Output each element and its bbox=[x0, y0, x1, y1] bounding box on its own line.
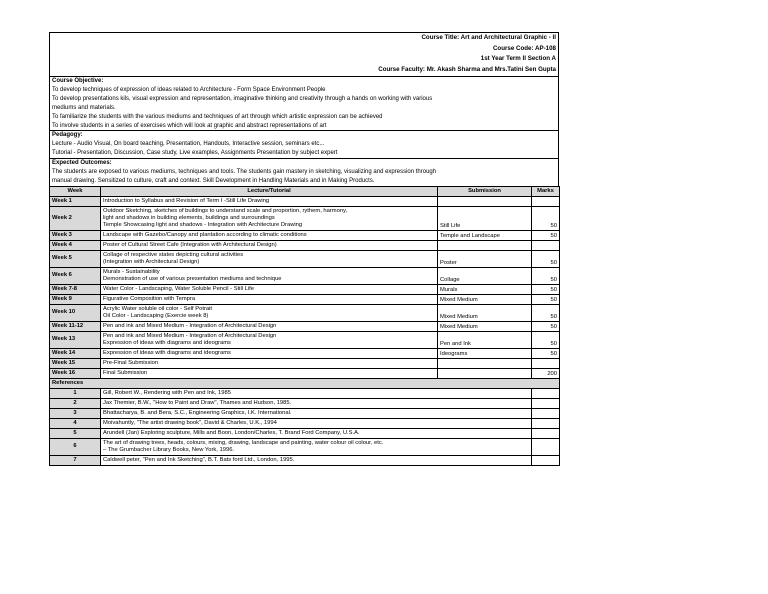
lecture-cell bbox=[101, 284, 438, 294]
reference-blank bbox=[532, 398, 560, 408]
submission-cell bbox=[438, 368, 532, 378]
week-cell: Week 11-12 bbox=[50, 321, 101, 331]
pedagogy-section bbox=[49, 130, 559, 158]
reference-line: Caldwell peter, "Pen and Ink Sketching", B.T. Bats ford Ltd., London, 1995. bbox=[103, 456, 295, 463]
lecture-line: Murals - Sustainability bbox=[103, 268, 160, 275]
submission-cell: Pen and Ink bbox=[438, 331, 532, 348]
reference-line: Arundell (Jan) Exploring sculpture, Mills and Boon, London/Charles, T. Brand Ford Company, U.S.A. bbox=[103, 429, 360, 436]
marks-cell bbox=[532, 240, 560, 250]
reference-row bbox=[50, 408, 560, 418]
week-cell: Week 15 bbox=[50, 358, 101, 368]
col-lecture: Lecture/Tutorial bbox=[101, 186, 438, 196]
reference-line: Bhattacharya, B. and Bera, S.C., Engineering Graphics, I.K. International. bbox=[103, 409, 292, 416]
outcomes-section bbox=[49, 158, 559, 186]
references-heading: References bbox=[50, 378, 560, 388]
objective-section bbox=[49, 76, 559, 130]
objective-line: mediums and materials. bbox=[52, 104, 116, 111]
marks-cell: 50 bbox=[532, 294, 560, 304]
submission-cell bbox=[438, 358, 532, 368]
lecture-cell bbox=[101, 294, 438, 304]
course-faculty: Course Faculty: Mr. Akash Sharma and Mrs.Tatini Sen Gupta bbox=[378, 65, 556, 73]
schedule-row bbox=[50, 250, 560, 267]
week-cell: Week 2 bbox=[50, 206, 101, 230]
week-cell: Week 13 bbox=[50, 331, 101, 348]
reference-row bbox=[50, 388, 560, 398]
reference-number: 3 bbox=[50, 408, 101, 418]
marks-cell: 50 bbox=[532, 230, 560, 240]
submission-cell: Mixed Medium bbox=[438, 321, 532, 331]
lecture-line: Landscape with Gazebo/Canopy and plantation according to climatic conditions bbox=[103, 231, 307, 238]
reference-number: 5 bbox=[50, 428, 101, 438]
lecture-line: Collage of respective states depicting cultural activities bbox=[103, 251, 244, 258]
objective-line: To familiarize the students with the various mediums and techniques of art through which artistic expression can be achieved bbox=[52, 113, 383, 120]
marks-cell: 50 bbox=[532, 206, 560, 230]
outcomes-line: The students are exposed to various mediums, techniques and tools. The students gain mastery in sketching, visualizing and expression through bbox=[52, 169, 437, 176]
schedule-row bbox=[50, 267, 560, 284]
submission-cell: Mixed Medium bbox=[438, 294, 532, 304]
reference-number: 6 bbox=[50, 438, 101, 455]
reference-blank bbox=[532, 428, 560, 438]
lecture-line: Poster of Cultural Street Cafe (Integration with Architectural Design) bbox=[103, 241, 277, 248]
pedagogy-heading: Pedagogy: bbox=[52, 132, 83, 139]
lecture-cell bbox=[101, 240, 438, 250]
lecture-line: Demonstration of use of various presentation mediums and technique bbox=[103, 275, 282, 282]
marks-cell: 50 bbox=[532, 284, 560, 294]
submission-cell bbox=[438, 240, 532, 250]
schedule-row bbox=[50, 331, 560, 348]
schedule-row bbox=[50, 284, 560, 294]
reference-line: The art of drawing trees, heads, colours, mixing, drawing, landscape and painting, water colour oil colour, etc. bbox=[103, 439, 384, 446]
reference-row bbox=[50, 428, 560, 438]
references-heading-row bbox=[50, 378, 560, 388]
reference-number: 2 bbox=[50, 398, 101, 408]
week-cell: Week 10 bbox=[50, 304, 101, 321]
reference-row bbox=[50, 455, 560, 465]
reference-blank bbox=[532, 388, 560, 398]
schedule-row bbox=[50, 206, 560, 230]
marks-cell: 50 bbox=[532, 250, 560, 267]
lecture-line: Expression of ideas with diagrams and ideograms bbox=[103, 339, 231, 346]
reference-text bbox=[101, 398, 532, 408]
reference-blank bbox=[532, 418, 560, 428]
schedule-row bbox=[50, 321, 560, 331]
reference-line: Jax Themier, B.W., "How to Paint and Draw", Thames and Hudson, 1985. bbox=[103, 399, 292, 406]
schedule-row bbox=[50, 230, 560, 240]
schedule-row bbox=[50, 358, 560, 368]
week-cell: Week 14 bbox=[50, 348, 101, 358]
reference-line: – The Grumbacher Library Books, New York, 1996. bbox=[103, 446, 235, 453]
lecture-line: Final Submission bbox=[103, 369, 148, 376]
marks-cell bbox=[532, 358, 560, 368]
reference-text bbox=[101, 438, 532, 455]
lecture-cell bbox=[101, 368, 438, 378]
col-week: Week bbox=[50, 186, 101, 196]
schedule-row bbox=[50, 240, 560, 250]
course-header bbox=[49, 32, 559, 76]
lecture-line: Expression of ideas with diagrams and ideograms bbox=[103, 349, 231, 356]
lecture-line: light and shadows in building elements, buildings and surroundings bbox=[103, 214, 275, 221]
course-term: 1st Year Term II Section A bbox=[480, 55, 556, 62]
week-cell: Week 3 bbox=[50, 230, 101, 240]
reference-number: 7 bbox=[50, 455, 101, 465]
week-cell: Week 9 bbox=[50, 294, 101, 304]
submission-cell: Mixed Medium bbox=[438, 304, 532, 321]
schedule-row bbox=[50, 294, 560, 304]
lecture-cell bbox=[101, 206, 438, 230]
marks-cell: 50 bbox=[532, 348, 560, 358]
outcomes-heading: Expected Outcomes: bbox=[52, 160, 112, 167]
lecture-line: Acrylic Water soluble oil color - Self Potrait bbox=[103, 305, 212, 312]
lecture-line: Figurative Composition with Tempra bbox=[103, 295, 196, 302]
reference-row bbox=[50, 438, 560, 455]
reference-line: Gill, Robert W., Rendering with Pen and Ink, 1985 bbox=[103, 389, 231, 396]
lecture-cell bbox=[101, 331, 438, 348]
lecture-line: (Integration with Architectural Design) bbox=[103, 258, 200, 265]
reference-number: 1 bbox=[50, 388, 101, 398]
col-marks: Marks bbox=[532, 186, 560, 196]
reference-text bbox=[101, 418, 532, 428]
course-code: Course Code: AP-108 bbox=[492, 44, 556, 52]
reference-line: Moivahuntly, "The artist drawing book", David & Charles, U.K., 1994 bbox=[103, 419, 277, 426]
week-cell: Week 6 bbox=[50, 267, 101, 284]
week-cell: Week 5 bbox=[50, 250, 101, 267]
submission-cell: Poster bbox=[438, 250, 532, 267]
lecture-cell bbox=[101, 321, 438, 331]
marks-cell: 50 bbox=[532, 304, 560, 321]
reference-row bbox=[50, 398, 560, 408]
week-cell: Week 16 bbox=[50, 368, 101, 378]
marks-cell: 50 bbox=[532, 331, 560, 348]
reference-blank bbox=[532, 408, 560, 418]
reference-number: 4 bbox=[50, 418, 101, 428]
submission-cell bbox=[438, 196, 532, 206]
marks-cell: 50 bbox=[532, 321, 560, 331]
lecture-cell bbox=[101, 267, 438, 284]
marks-cell: 50 bbox=[532, 267, 560, 284]
objective-line: To develop presentations kils, visual expression and representation, imaginative thinking and creativity through a hands on working with various bbox=[52, 95, 433, 102]
week-cell: Week 7-8 bbox=[50, 284, 101, 294]
objective-line: To involve students in a series of exercises which will look at graphic and abstract representations of art bbox=[52, 122, 327, 129]
lecture-line: Water Color - Landscaping, Water Soluble Pencil - Still Life bbox=[103, 285, 254, 292]
reference-text bbox=[101, 388, 532, 398]
reference-text bbox=[101, 408, 532, 418]
lecture-line: Pen and ink and Mixed Medium - Integration of Architectural Design bbox=[103, 322, 277, 329]
lecture-cell bbox=[101, 196, 438, 206]
lecture-line: Pre-Final Submission bbox=[103, 359, 159, 366]
schedule-row bbox=[50, 304, 560, 321]
submission-cell: Still Life bbox=[438, 206, 532, 230]
submission-cell: Collage bbox=[438, 267, 532, 284]
schedule-row bbox=[50, 368, 560, 378]
objective-line: To develop techniques of expression of ideas related to Architecture - Form Space Environment People bbox=[52, 86, 326, 93]
week-cell: Week 4 bbox=[50, 240, 101, 250]
submission-cell: Ideograms bbox=[438, 348, 532, 358]
lecture-cell bbox=[101, 250, 438, 267]
lecture-line: Introduction to Syllabus and Revision of Term I -Still Life Drawing bbox=[103, 197, 270, 204]
col-submission: Submission bbox=[438, 186, 532, 196]
lecture-cell bbox=[101, 348, 438, 358]
schedule-table bbox=[49, 186, 560, 466]
lecture-line: Temple Showcasing light and shadows - Integration with Architecture Drawing bbox=[103, 221, 303, 228]
submission-cell: Murals bbox=[438, 284, 532, 294]
outcomes-line: manual drawing. Sensitized to culture, craft and context. Skill Development in Handling Materials and in Making Products. bbox=[52, 177, 375, 184]
marks-cell: 200 bbox=[532, 368, 560, 378]
reference-text bbox=[101, 455, 532, 465]
submission-cell: Temple and Landscape bbox=[438, 230, 532, 240]
pedagogy-line: Lecture - Audio Visual, On board teaching, Presentation, Handouts, Interactive session, seminars etc... bbox=[52, 141, 325, 148]
reference-blank bbox=[532, 455, 560, 465]
reference-blank bbox=[532, 438, 560, 455]
course-sheet bbox=[49, 32, 559, 466]
marks-cell bbox=[532, 196, 560, 206]
lecture-line: Outdoor Sketching, sketches of buildings to understand scale and proportion, rythem, harmony, bbox=[103, 207, 348, 214]
lecture-cell bbox=[101, 304, 438, 321]
week-cell: Week 1 bbox=[50, 196, 101, 206]
lecture-cell bbox=[101, 230, 438, 240]
objective-heading: Course Objective: bbox=[52, 78, 104, 84]
schedule-row bbox=[50, 348, 560, 358]
lecture-line: Oil Color - Landscaping (Exercie week 8) bbox=[103, 312, 209, 319]
lecture-cell bbox=[101, 358, 438, 368]
lecture-line: Pen and ink and Mixed Medium - Integration of Architectural Design bbox=[103, 332, 277, 339]
course-title: Course Title: Art and Architectural Graphic - II bbox=[421, 34, 556, 41]
pedagogy-line: Tutorial - Presentation, Discussion, Case study, Live examples, Assignments Presentation by subject expert bbox=[52, 150, 338, 157]
schedule-row bbox=[50, 196, 560, 206]
reference-text bbox=[101, 428, 532, 438]
reference-row bbox=[50, 418, 560, 428]
